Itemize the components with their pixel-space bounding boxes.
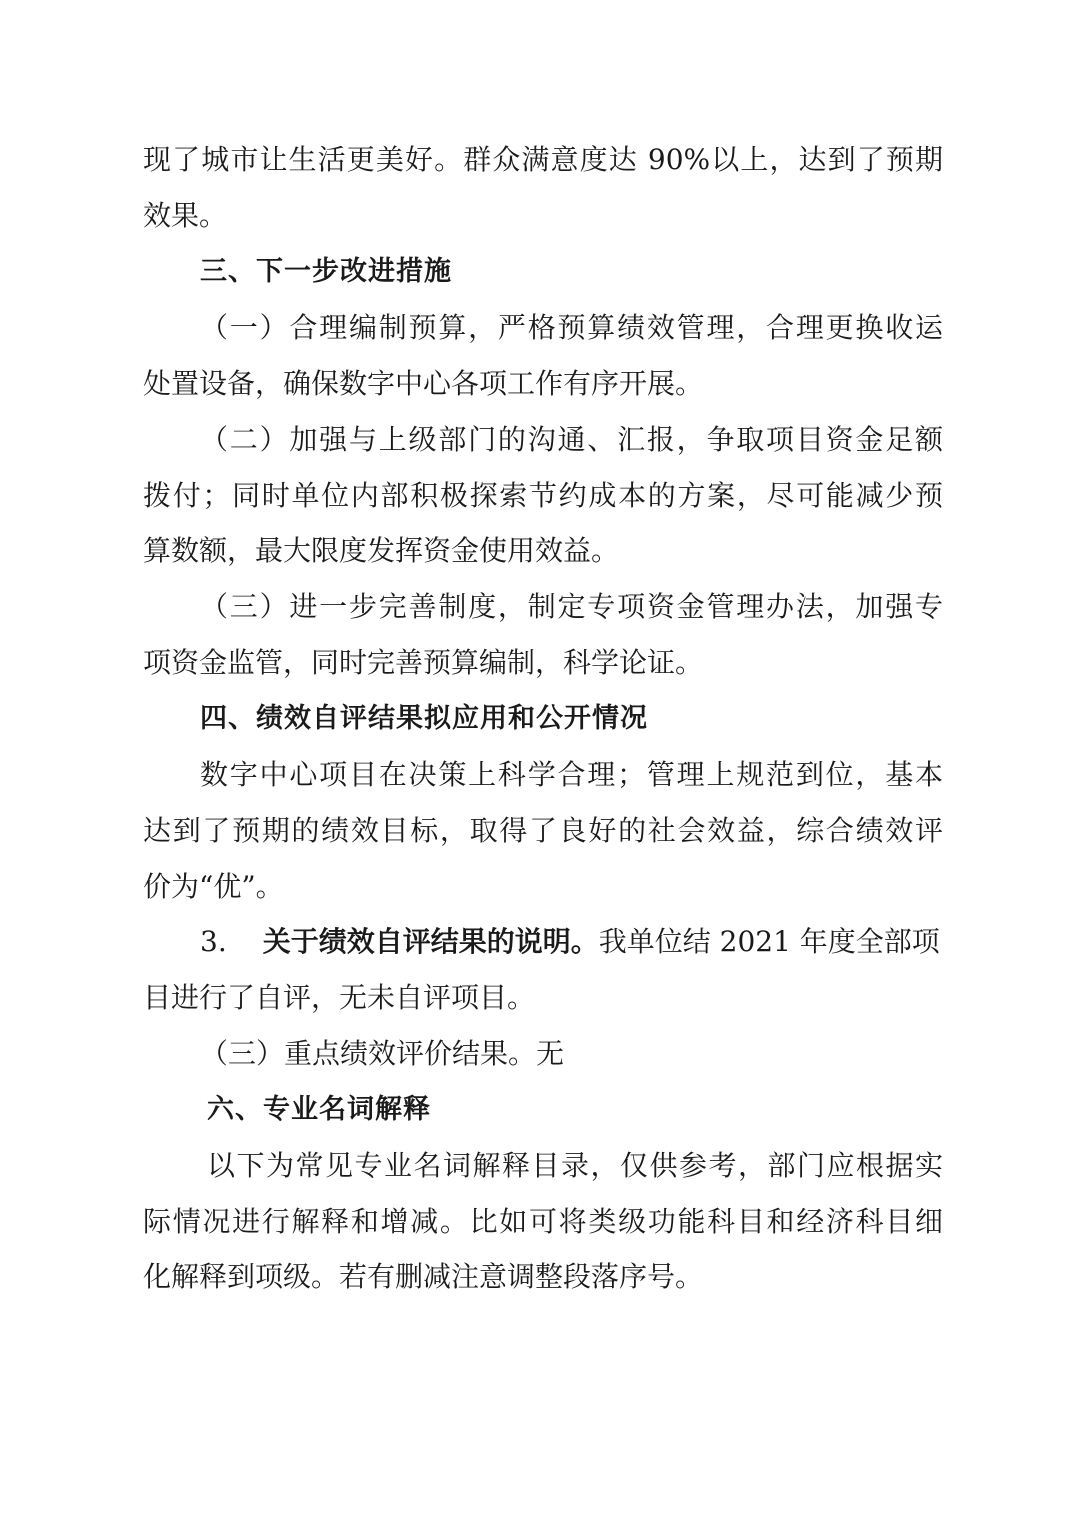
para-3-line-1: （二）加强与上级部门的沟通、汇报，争取项目资金足额 [200,423,943,456]
para-8-line-2: 际情况进行解释和增减。比如可将类级功能科目和经济科目细 [143,1205,943,1238]
heading-results-application: 四、绩效自评结果拟应用和公开情况 [200,703,648,734]
para-3-line-3: 算数额，最大限度发挥资金使用效益。 [143,534,620,567]
para-6-line-2: 目进行了自评，无未自评项目。 [143,981,536,1014]
para-6-line-1 [200,922,943,962]
para-3-line-2: 拨付；同时单位内部积极探索节约成本的方案，尽可能减少预 [143,479,943,512]
para-5-line-1: 数字中心项目在决策上科学合理；管理上规范到位，基本 [200,758,943,791]
heading-next-steps: 三、下一步改进措施 [200,256,452,287]
para-1-line-1: 现了城市让生活更美好。群众满意度达 90%以上，达到了预期 [143,143,943,176]
para-8-line-1: 以下为常见专业名词解释目录，仅供参考，部门应根据实 [207,1149,943,1182]
para-6-rest: 我单位结 2021 年度全部项 [598,925,940,958]
para-2-line-2: 处置设备，确保数字中心各项工作有序开展。 [143,367,704,400]
para-1-line-2: 效果。 [143,199,228,232]
para-5-line-3: 价为“优”。 [143,870,284,903]
para-4-line-2: 项资金监管，同时完善预算编制，科学论证。 [143,646,704,679]
para-2-line-1: （一）合理编制预算，严格预算绩效管理，合理更换收运 [200,311,943,344]
para-6-number: 3. [200,925,227,958]
para-7-key-evaluation: （三）重点绩效评价结果。无 [200,1037,565,1070]
para-6-bold-lead: 关于绩效自评结果的说明。 [262,925,599,958]
para-8-line-3: 化解释到项级。若有删减注意调整段落序号。 [143,1260,704,1293]
heading-terminology: 六、专业名词解释 [207,1094,431,1125]
para-4-line-1: （三）进一步完善制度，制定专项资金管理办法，加强专 [200,590,943,623]
para-5-line-2: 达到了预期的绩效目标，取得了良好的社会效益，综合绩效评 [143,814,943,847]
